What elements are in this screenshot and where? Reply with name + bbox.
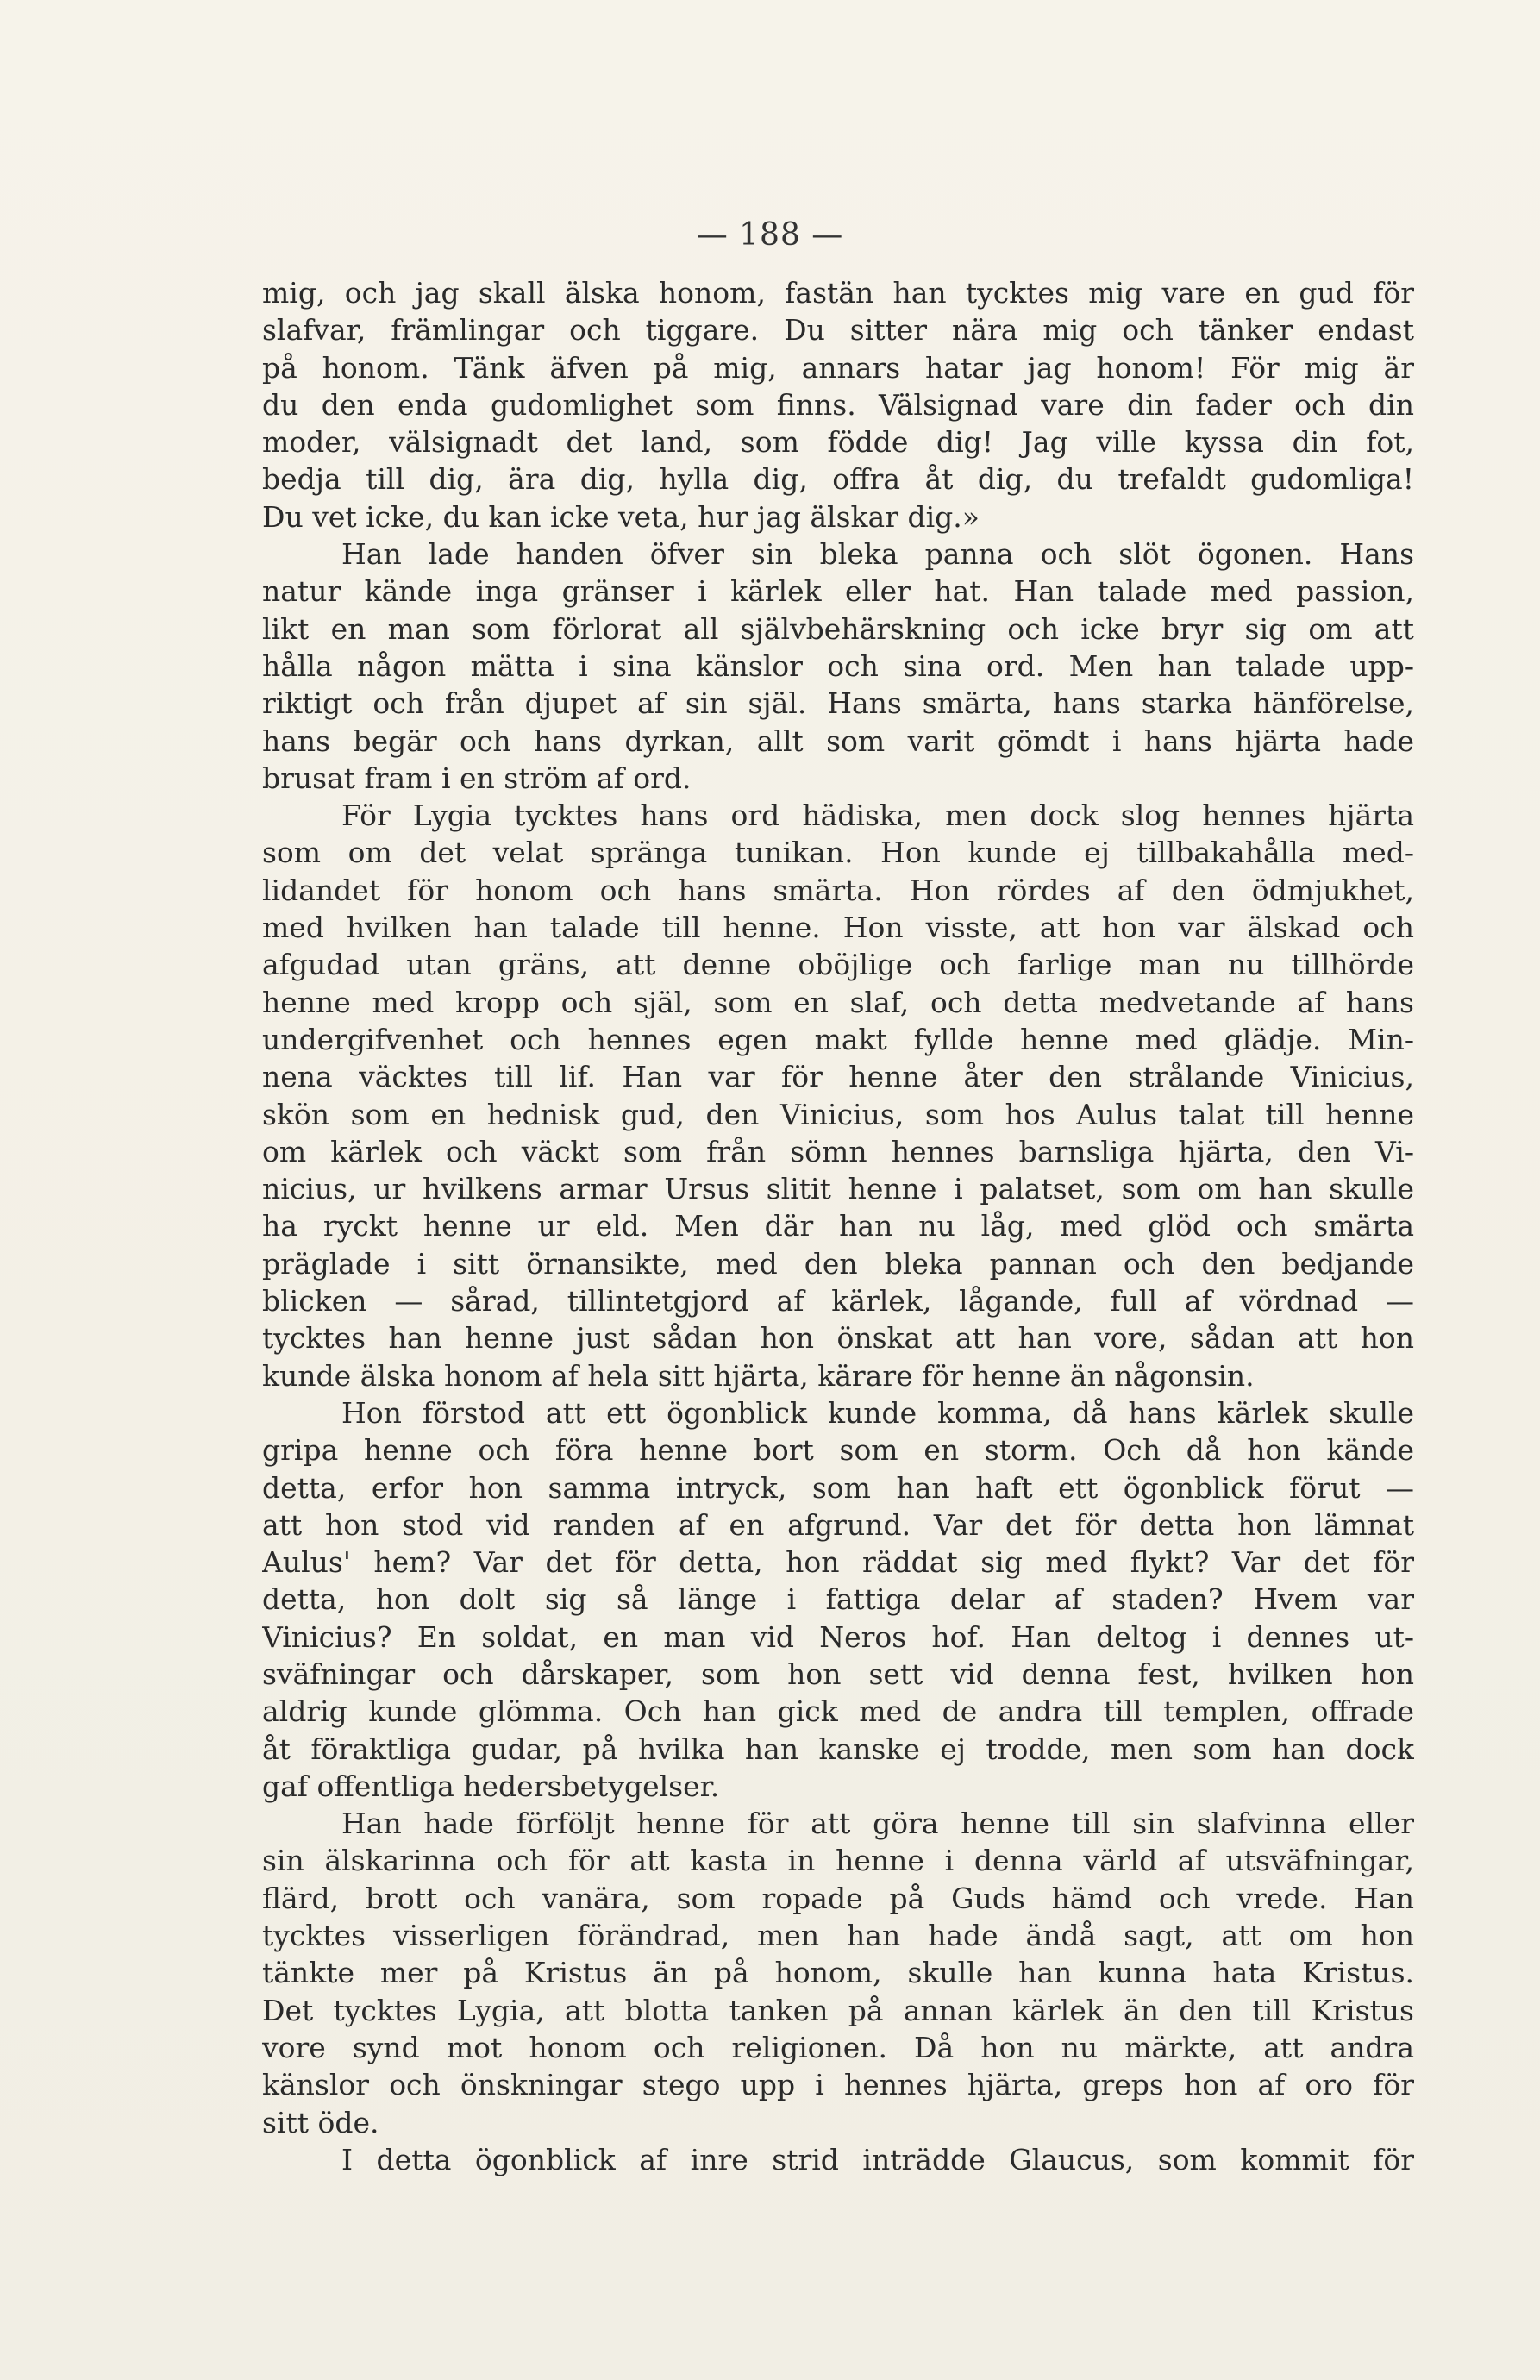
text-line: tycktes visserligen förändrad, men han hade ändå sagt, att om hon bbox=[262, 1919, 1414, 1953]
text-line: undergifvenhet och hennes egen makt fyllde henne med glädje. Min- bbox=[262, 1022, 1414, 1056]
text-line: du den enda gudomlighet som finns. Välsignad vare din fader och din bbox=[262, 387, 1414, 422]
text-line: nicius, ur hvilkens armar Ursus slitit henne i palatset, som om han skulle bbox=[262, 1172, 1414, 1206]
text-line: I detta ögonblick af inre strid inträdde Glaucus, som kommit för bbox=[341, 2142, 1414, 2176]
text-line: Du vet icke, du kan icke veta, hur jag älskar dig.» bbox=[262, 499, 980, 534]
text-line: skön som en hednisk gud, den Vinicius, som hos Aulus talat till henne bbox=[262, 1097, 1414, 1131]
text-line: sitt öde. bbox=[262, 2105, 379, 2139]
text-line: gripa henne och föra henne bort som en storm. Och då hon kände bbox=[262, 1433, 1414, 1468]
text-line: Hon förstod att ett ögonblick kunde komma, då hans kärlek skulle bbox=[341, 1395, 1414, 1430]
text-line: Det tycktes Lygia, att blotta tanken på annan kärlek än den till Kristus bbox=[262, 1993, 1414, 2027]
text-line: flärd, brott och vanära, som ropade på Guds hämd och vrede. Han bbox=[262, 1881, 1414, 1915]
text-line: tycktes han henne just sådan hon önskat att han vore, sådan att hon bbox=[262, 1321, 1414, 1356]
text-line: vore synd mot honom och religionen. Då hon nu märkte, att andra bbox=[262, 2030, 1414, 2064]
text-line: Han lade handen öfver sin bleka panna och slöt ögonen. Hans bbox=[341, 537, 1414, 572]
text-line: som om det velat spränga tunikan. Hon kunde ej tillbakahålla med- bbox=[262, 836, 1414, 870]
text-line: hans begär och hans dyrkan, allt som varit gömdt i hans hjärta hade bbox=[262, 723, 1414, 758]
text-line: riktigt och från djupet af sin själ. Hans smärta, hans starka hänförelse, bbox=[262, 686, 1414, 721]
text-line: hålla någon mätta i sina känslor och sina ord. Men han talade upp- bbox=[262, 648, 1414, 683]
text-line: präglade i sitt örnansikte, med den bleka pannan och den bedjande bbox=[262, 1246, 1414, 1281]
text-line: detta, hon dolt sig så länge i fattiga delar af staden? Hvem var bbox=[262, 1582, 1414, 1617]
text-line: henne med kropp och själ, som en slaf, och detta medvetande af hans bbox=[262, 985, 1414, 1019]
text-line: För Lygia tycktes hans ord hädiska, men dock slog hennes hjärta bbox=[341, 799, 1414, 833]
text-line: tänkte mer på Kristus än på honom, skulle han kunna hata Kristus. bbox=[262, 1956, 1414, 1990]
text-line: brusat fram i en ström af ord. bbox=[262, 761, 692, 795]
text-line: aldrig kunde glömma. Och han gick med de andra till templen, offrade bbox=[262, 1694, 1414, 1729]
text-line: sväfningar och dårskaper, som hon sett vid denna fest, hvilken hon bbox=[262, 1657, 1414, 1691]
text-line: på honom. Tänk äfven på mig, annars hatar jag honom! För mig är bbox=[262, 350, 1414, 385]
body-text bbox=[262, 274, 1414, 2178]
text-line: moder, välsignadt det land, som födde dig! Jag ville kyssa din fot, bbox=[262, 425, 1414, 460]
text-line: med hvilken han talade till henne. Hon visste, att hon var älskad och bbox=[262, 911, 1414, 945]
text-line: likt en man som förlorat all självbehärskning och icke bryr sig om att bbox=[262, 611, 1414, 646]
text-line: om kärlek och väckt som från sömn hennes barnsliga hjärta, den Vi- bbox=[262, 1134, 1414, 1168]
text-line: mig, och jag skall älska honom, fastän han tycktes mig vare en gud för bbox=[262, 276, 1414, 310]
text-line: Vinicius? En soldat, en man vid Neros hof. Han deltog i dennes ut- bbox=[262, 1619, 1414, 1654]
text-line: afgudad utan gräns, att denne oböjlige och farlige man nu tillhörde bbox=[262, 948, 1414, 982]
text-line: ha ryckt henne ur eld. Men där han nu låg, med glöd och smärta bbox=[262, 1209, 1414, 1243]
text-line: lidandet för honom och hans smärta. Hon rördes af den ödmjukhet, bbox=[262, 873, 1414, 907]
text-line: sin älskarinna och för att kasta in henne i denna värld af utsväfningar, bbox=[262, 1844, 1414, 1878]
text-line: nena väcktes till lif. Han var för henne åter den strålande Vinicius, bbox=[262, 1060, 1414, 1094]
text-line: att hon stod vid randen af en afgrund. Var det för detta hon lämnat bbox=[262, 1507, 1414, 1542]
text-line: gaf offentliga hedersbetygelser. bbox=[262, 1769, 720, 1803]
text-line: känslor och önskningar stego upp i hennes hjärta, greps hon af oro för bbox=[262, 2068, 1414, 2102]
text-line: detta, erfor hon samma intryck, som han haft ett ögonblick förut — bbox=[262, 1470, 1414, 1505]
text-line: bedja till dig, ära dig, hylla dig, offra åt dig, du trefaldt gudomliga! bbox=[262, 462, 1414, 497]
text-line: Han hade förföljt henne för att göra henne till sin slafvinna eller bbox=[341, 1807, 1414, 1841]
text-line: natur kände inga gränser i kärlek eller hat. Han talade med passion, bbox=[262, 574, 1414, 609]
text-line: Aulus' hem? Var det för detta, hon räddat sig med flykt? Var det för bbox=[262, 1545, 1414, 1580]
page-number: — 188 — bbox=[696, 217, 844, 253]
text-line: kunde älska honom af hela sitt hjärta, kärare för henne än någonsin. bbox=[262, 1358, 1255, 1393]
text-line: åt föraktliga gudar, på hvilka han kanske ej trodde, men som han dock bbox=[262, 1732, 1414, 1766]
text-line: slafvar, främlingar och tiggare. Du sitter nära mig och tänker endast bbox=[262, 313, 1414, 348]
text-line: blicken — sårad, tillintetgjord af kärlek, lågande, full af vördnad — bbox=[262, 1284, 1414, 1318]
